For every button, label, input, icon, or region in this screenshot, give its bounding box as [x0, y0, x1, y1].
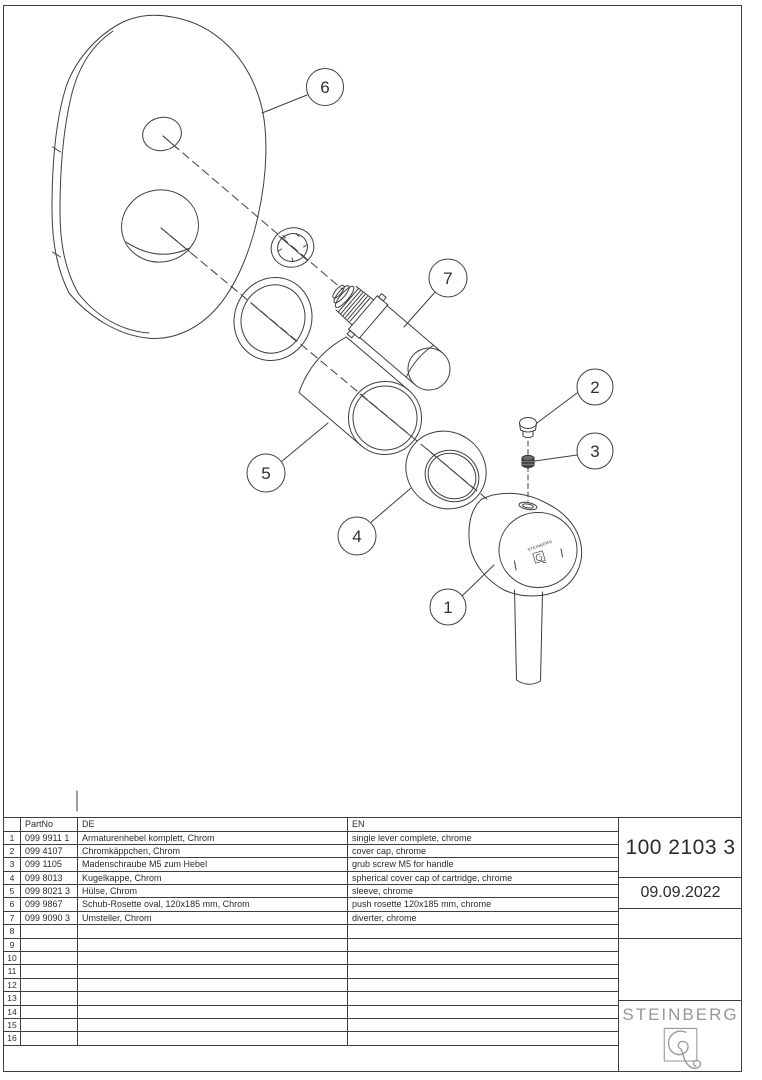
cell-description-de: [77, 965, 347, 977]
cell-description-en: [347, 1006, 618, 1018]
part-cover-cap: [520, 418, 537, 438]
cell-description-de: Schub-Rosette oval, 120x185 mm, Chrom: [77, 898, 347, 910]
cell-description-en: [347, 979, 618, 991]
cell-description-en: [347, 939, 618, 951]
cell-description-de: [77, 1032, 347, 1044]
cell-position-no: 12: [7, 979, 17, 990]
cell-part-no: [20, 952, 77, 964]
cell-description-de: [77, 1019, 347, 1031]
cell-part-no: 099 8021 3: [20, 885, 77, 897]
cell-part-no: [20, 992, 77, 1004]
cell-description-de: Armaturenhebel komplett, Chrom: [77, 832, 347, 844]
brand-name: STEINBERG: [622, 1005, 739, 1024]
cell-part-no: [20, 979, 77, 991]
table-row: [4, 912, 618, 925]
cell-description-de: [77, 992, 347, 1004]
part-spherical-cap: [391, 416, 501, 524]
part-lever-handle: [469, 493, 582, 684]
handle-brand-logo-icon: [533, 551, 546, 565]
cell-position-no: 14: [7, 1006, 17, 1017]
table-row: [4, 1032, 618, 1045]
cell-description-en: push rosette 120x185 mm, chrome: [347, 898, 618, 910]
parts-table: [4, 817, 618, 1046]
table-row: [4, 872, 618, 885]
drawing-date: 09.09.2022: [619, 878, 742, 909]
cell-position-no: 5: [9, 886, 15, 897]
header-no: [4, 818, 20, 831]
cell-part-no: 099 4107: [20, 845, 77, 857]
cell-part-no: [20, 939, 77, 951]
svg-text:2: 2: [590, 378, 600, 397]
cell-description-de: Madenschraube M5 zum Hebel: [77, 858, 347, 870]
cell-position-no: 6: [9, 899, 15, 910]
svg-text:1: 1: [443, 598, 453, 617]
cell-part-no: 099 1105: [20, 858, 77, 870]
cell-part-no: [20, 1032, 77, 1044]
cell-position-no: 1: [9, 832, 15, 843]
cell-part-no: 099 9090 3: [20, 912, 77, 924]
cell-description-en: [347, 1032, 618, 1044]
cell-description-de: Hülse, Chrom: [77, 885, 347, 897]
cell-description-en: [347, 952, 618, 964]
cell-description-en: [347, 925, 618, 937]
table-row: [4, 925, 618, 938]
part-grub-screw: [522, 455, 534, 467]
header-part-no: PartNo: [20, 818, 77, 831]
table-row: [4, 832, 618, 845]
callout-6: [262, 69, 344, 114]
cell-position-no: 3: [9, 859, 15, 870]
cell-position-no: 4: [9, 872, 15, 883]
cell-part-no: 099 9911 1: [20, 832, 77, 844]
table-row: [4, 1006, 618, 1019]
callout-2: [537, 369, 613, 423]
handle-brand-text: STEINBERG: [526, 538, 553, 553]
center-axis-lines: [161, 136, 488, 500]
cell-description-en: cover cap, chrome: [347, 845, 618, 857]
cell-position-no: 13: [7, 993, 17, 1004]
cell-description-en: diverter, chrome: [347, 912, 618, 924]
cell-description-en: [347, 992, 618, 1004]
table-row: [4, 885, 618, 898]
table-row: [4, 1019, 618, 1032]
svg-text:7: 7: [443, 269, 453, 288]
callout-3: [535, 433, 613, 469]
cell-description-en: sleeve, chrome: [347, 885, 618, 897]
cell-description-en: [347, 1019, 618, 1031]
cell-part-no: [20, 925, 77, 937]
drawing-number: 100 2103 3: [619, 818, 742, 878]
table-row: [4, 952, 618, 965]
callout-5: [247, 423, 328, 492]
callout-4: [338, 488, 411, 555]
cell-description-de: Chromkäppchen, Chrom: [77, 845, 347, 857]
cell-description-en: grub screw M5 for handle: [347, 858, 618, 870]
svg-text:5: 5: [261, 464, 271, 483]
svg-text:3: 3: [590, 442, 600, 461]
parts-table-header: [4, 818, 618, 832]
cell-part-no: [20, 1019, 77, 1031]
svg-text:6: 6: [320, 78, 330, 97]
title-block: [618, 817, 742, 1072]
brand-logo-icon: [656, 1027, 706, 1072]
cell-position-no: 15: [7, 1019, 17, 1030]
table-row: [4, 939, 618, 952]
callout-1: [430, 565, 494, 625]
header-en: EN: [347, 818, 618, 831]
cell-description-de: Kugelkappe, Chrom: [77, 872, 347, 884]
table-row: [4, 992, 618, 1005]
parts-table-body: [4, 832, 618, 1046]
callout-7: [404, 259, 467, 327]
cell-position-no: 10: [7, 953, 17, 964]
table-row: [4, 898, 618, 911]
table-row: [4, 845, 618, 858]
cell-part-no: 099 9867: [20, 898, 77, 910]
table-row: [4, 858, 618, 871]
cell-description-en: spherical cover cap of cartridge, chrome: [347, 872, 618, 884]
cell-part-no: [20, 1006, 77, 1018]
cell-description-en: single lever complete, chrome: [347, 832, 618, 844]
cell-description-de: [77, 1006, 347, 1018]
cell-description-de: Umsteller, Chrom: [77, 912, 347, 924]
callouts: [247, 69, 613, 626]
cell-description-en: [347, 965, 618, 977]
cell-description-de: [77, 925, 347, 937]
title-block-empty-1: [619, 909, 742, 939]
cell-position-no: 11: [7, 966, 17, 977]
table-row: [4, 979, 618, 992]
cell-part-no: [20, 965, 77, 977]
cell-part-no: 099 8013: [20, 872, 77, 884]
title-block-empty-2: [619, 939, 742, 1001]
cell-description-de: [77, 979, 347, 991]
cell-position-no: 16: [7, 1033, 17, 1044]
cell-description-de: [77, 952, 347, 964]
part-push-rosette: [52, 15, 266, 338]
cell-position-no: 9: [9, 939, 15, 950]
header-de: DE: [77, 818, 347, 831]
part-seal-ring: [222, 266, 325, 373]
table-row: [4, 965, 618, 978]
cell-position-no: 7: [9, 912, 15, 923]
svg-text:4: 4: [352, 527, 362, 546]
cell-description-de: [77, 939, 347, 951]
cell-position-no: 8: [9, 926, 15, 937]
cell-position-no: 2: [9, 845, 15, 856]
brand-section: [619, 1001, 742, 1072]
